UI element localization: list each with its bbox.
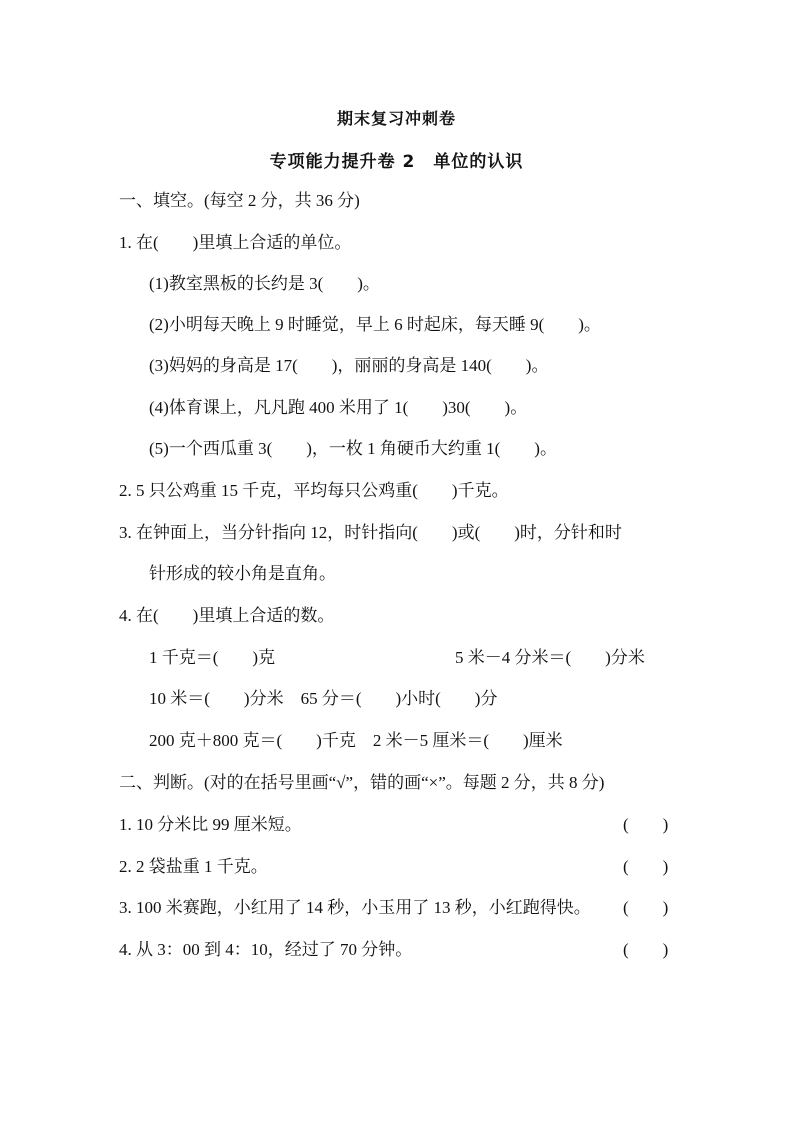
q1-item-1: (1)教室黑板的长约是 3( )。 [149,274,380,293]
exam-subtitle: 专项能力提升卷 2 单位的认识 [269,152,524,172]
q3-line1: 3. 在钟面上，当分针指向 12，时针指向( )或( )时，分针和时 [119,523,622,542]
judge-answer-1: ( ) [623,815,669,834]
q2: 2. 5 只公鸡重 15 千克，平均每只公鸡重( )千克。 [119,481,509,500]
section1-heading: 一、填空。(每空 2 分，共 36 分) [119,191,360,210]
judge-answer-3: ( ) [623,898,669,917]
q1-item-3: (3)妈妈的身高是 17( )，丽丽的身高是 140( )。 [149,356,549,375]
q4-stem: 4. 在( )里填上合适的数。 [119,606,335,625]
q4-row3: 200 克＋800 克＝( )千克 2 米－5 厘米＝( )厘米 [149,731,563,750]
judge-item-1: 1. 10 分米比 99 厘米短。 [119,815,302,834]
q1-item-5: (5)一个西瓜重 3( )，一枚 1 角硬币大约重 1( )。 [149,439,557,458]
q4-row1-right: 5 米－4 分米＝( )分米 [455,648,645,667]
judge-item-2: 2. 2 袋盐重 1 千克。 [119,857,268,876]
q4-row1-left: 1 千克＝( )克 [149,648,276,667]
judge-item-3: 3. 100 米赛跑，小红用了 14 秒，小玉用了 13 秒，小红跑得快。 [119,898,591,917]
exam-title: 期末复习冲刺卷 [336,109,456,128]
judge-item-4: 4. 从 3：00 到 4：10，经过了 70 分钟。 [119,940,413,959]
q1-item-4: (4)体育课上，凡凡跑 400 米用了 1( )30( )。 [149,398,528,417]
q1-item-2: (2)小明每天晚上 9 时睡觉，早上 6 时起床，每天睡 9( )。 [149,315,601,334]
section2-heading: 二、判断。(对的在括号里画“√”，错的画“×”。每题 2 分，共 8 分) [119,773,605,792]
judge-answer-4: ( ) [623,940,669,959]
judge-answer-2: ( ) [623,857,669,876]
q1-stem: 1. 在( )里填上合适的单位。 [119,233,352,252]
q4-row2: 10 米＝( )分米 65 分＝( )小时( )分 [149,689,498,708]
q3-line2: 针形成的较小角是直角。 [149,564,336,583]
